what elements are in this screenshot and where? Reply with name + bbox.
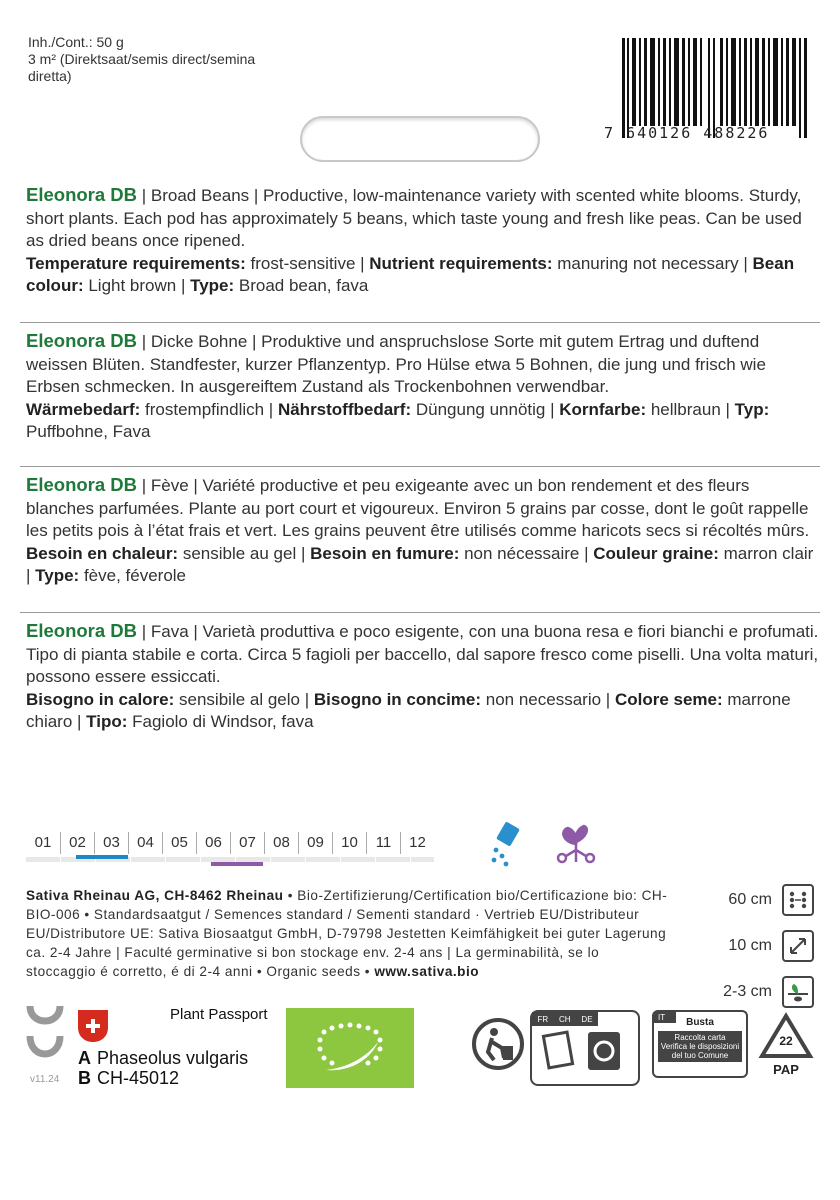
month-10: 10	[332, 832, 366, 854]
attr-label: Type:	[190, 276, 235, 296]
tidyman-recycle-icon	[470, 1016, 526, 1072]
sowing-period-bar	[76, 855, 128, 859]
month-01: 01	[34, 834, 52, 851]
attr-value: non necessario |	[481, 689, 615, 709]
version-label: v11.24	[30, 1074, 60, 1085]
country-code: FR	[537, 1014, 549, 1024]
attr-label: Couleur graine:	[593, 543, 719, 563]
section-english	[26, 184, 820, 298]
eu-organic-logo-icon	[286, 1008, 414, 1088]
attr-label: Kornfarbe:	[559, 399, 647, 419]
country-code: DE	[581, 1014, 593, 1024]
sowing-icon	[486, 822, 526, 868]
variety-description: | Fava | Varietà produttiva e poco esigente, con una buona resa e fiori bianchi e profumati. Tipo di pianta stabile e corta. Circa 5 fagioli per baccello, dal sapore fresco come piselli. Una volta maturi, possono essere essiccati.	[26, 622, 819, 687]
registration-code: CH-45012	[97, 1068, 180, 1088]
attr-label: Colore seme:	[614, 689, 723, 709]
attr-value: non nécessaire |	[459, 543, 594, 563]
attr-value: sensibile al gelo |	[174, 689, 314, 709]
variety-name: Eleonora DB	[26, 620, 138, 641]
month-09: 09	[298, 832, 332, 854]
month-05: 05	[162, 832, 196, 854]
section-french	[26, 474, 820, 588]
legal-text	[26, 886, 670, 981]
sowing-depth-icon	[782, 976, 814, 1008]
attr-value: Puffbohne, Fava	[26, 422, 151, 442]
italian-disposal-label	[652, 1010, 748, 1078]
attr-label: Temperature requirements:	[26, 253, 246, 273]
plant-passport-code	[78, 1068, 179, 1089]
attr-label: Type:	[35, 566, 80, 586]
harvest-period-bar	[211, 862, 263, 866]
attr-value: marron clair |	[26, 543, 814, 586]
package-content-info	[28, 34, 288, 85]
month-11: 11	[366, 832, 400, 854]
attr-label: Tipo:	[86, 712, 128, 732]
month-calendar	[26, 832, 434, 854]
variety-name: Eleonora DB	[26, 330, 138, 351]
section-italian	[26, 620, 820, 734]
hang-hole	[300, 116, 540, 162]
plant-spacing-icon	[782, 930, 814, 962]
row-spacing-icon	[782, 884, 814, 916]
disposal-box	[658, 1031, 742, 1062]
attr-label: Bisogno in calore:	[26, 689, 175, 709]
barcode-icon	[620, 38, 812, 138]
attr-label: Nährstoffbedarf:	[277, 399, 412, 419]
month-04: 04	[128, 832, 162, 854]
barcode-number: 7 640126 488226	[604, 124, 770, 142]
sowing-area: 3 m² (Direktsaat/semis direct/semina diretta)	[28, 51, 256, 84]
attr-label: Bisogno in concime:	[313, 689, 482, 709]
paper-bin-icon	[532, 1026, 638, 1084]
attr-value: frost-sensitive |	[245, 253, 370, 273]
attr-label: Nutrient requirements:	[369, 253, 553, 273]
attr-label: Besoin en chaleur:	[26, 543, 179, 563]
attr-value: frostempfindlich |	[140, 399, 278, 419]
plant-passport-species	[78, 1048, 248, 1069]
country-code: CH	[558, 1014, 571, 1024]
pap-number: 22	[779, 1034, 793, 1048]
content-weight: Inh./Cont.: 50 g	[28, 34, 124, 50]
attr-value: Düngung unnötig |	[411, 399, 560, 419]
bag-note: Verifica le disposizioni del tuo Comune	[660, 1042, 740, 1060]
it-code: IT	[654, 1012, 676, 1023]
attr-value: hellbraun |	[646, 399, 735, 419]
variety-name: Eleonora DB	[26, 474, 138, 495]
attr-value: marrone chiaro |	[26, 689, 791, 732]
attr-value: sensible au gel |	[178, 543, 311, 563]
variety-name: Eleonora DB	[26, 184, 138, 205]
spec-sowing-depth	[723, 976, 814, 1008]
divider	[20, 612, 820, 613]
country-codes	[532, 1012, 598, 1026]
row-spacing-value: 60 cm	[728, 891, 772, 908]
swiss-flag-icon	[78, 1010, 108, 1042]
country-sorting-box	[530, 1010, 640, 1086]
month-12: 12	[400, 832, 434, 854]
bag-material: Raccolta carta	[674, 1033, 726, 1042]
month-07: 07	[230, 832, 264, 854]
species-name: Phaseolus vulgaris	[97, 1048, 249, 1068]
plant-passport-symbol-icon	[26, 1002, 64, 1068]
website-link[interactable]: www.sativa.bio	[374, 964, 480, 979]
pap-label: PAP	[773, 1062, 799, 1077]
spec-plant-spacing	[728, 930, 814, 962]
harvest-icon	[554, 822, 598, 866]
attr-label: Besoin en fumure:	[310, 543, 460, 563]
field-letter: B	[78, 1068, 91, 1088]
plant-passport-title: Plant Passport	[170, 1006, 268, 1023]
section-german	[26, 330, 820, 444]
variety-description: | Fève | Variété productive et peu exigeante avec un bon rendement et des fleurs blanches parfumées. Plante au port court et vigoureux. Environ 5 grains par cosse, dont le goût rappelle les petits pois à l’état frais et vert. Les grains peuvent être utilisés comme haricots secs si récoltés mûrs.	[26, 476, 810, 541]
plant-spacing-value: 10 cm	[728, 937, 772, 954]
sowing-depth-value: 2-3 cm	[723, 983, 772, 1000]
attr-value: Broad bean, fava	[234, 276, 369, 296]
attr-value: manuring not necessary |	[552, 253, 753, 273]
company-name: Sativa Rheinau AG, CH-8462 Rheinau	[26, 888, 284, 903]
attr-value: Light brown |	[83, 276, 191, 296]
attr-label: Wärmebedarf:	[26, 399, 141, 419]
month-03: 03	[94, 832, 128, 854]
month-02: 02	[60, 832, 94, 854]
attr-value: Fagiolo di Windsor, fava	[127, 712, 314, 732]
attr-label: Typ:	[734, 399, 770, 419]
month-08: 08	[264, 832, 298, 854]
spec-row-spacing	[728, 884, 814, 916]
pap-recycle-symbol	[758, 1012, 814, 1082]
month-06: 06	[196, 832, 230, 854]
attr-label: Bean colour:	[26, 253, 795, 296]
attr-value: fève, féverole	[79, 566, 186, 586]
certification-text: • Bio-Zertifizierung/Certification bio/Certificazione bio: CH-BIO-006 • Standardsaatgut / Semences standard / Sementi standard · Vertrieb EU/Distributeur EU/Distributore UE: Sativa Biosaatgut GmbH, D-79798 Jestetten Keimfähigkeit bei guter Lagerung ca. 2-4 Jahre | Faculté germinative si bon stockage env. 2-4 ans | La germinabilità, se lo stoccaggio é corretto, é di 2-4 anni • Organic seeds •	[26, 888, 668, 979]
field-letter: A	[78, 1048, 91, 1068]
bag-title: Busta	[686, 1017, 714, 1028]
variety-description: | Broad Beans | Productive, low-maintenance variety with scented white blooms. Sturdy, short plants. Each pod has approximately 5 beans, which taste young and fresh like peas. Can be used as dried beans once ripened.	[26, 186, 802, 251]
divider	[20, 322, 820, 323]
variety-description: | Dicke Bohne | Produktive und anspruchslose Sorte mit gutem Ertrag und duftend weissen Blüten. Standfester, kurzer Pflanzentyp. Pro Hülse etwa 5 Bohnen, die jung und frisch wie Erbsen schmecken. In ausgereiftem Zustand als Trockenbohnen verwendbar.	[26, 332, 766, 397]
divider	[20, 466, 820, 467]
